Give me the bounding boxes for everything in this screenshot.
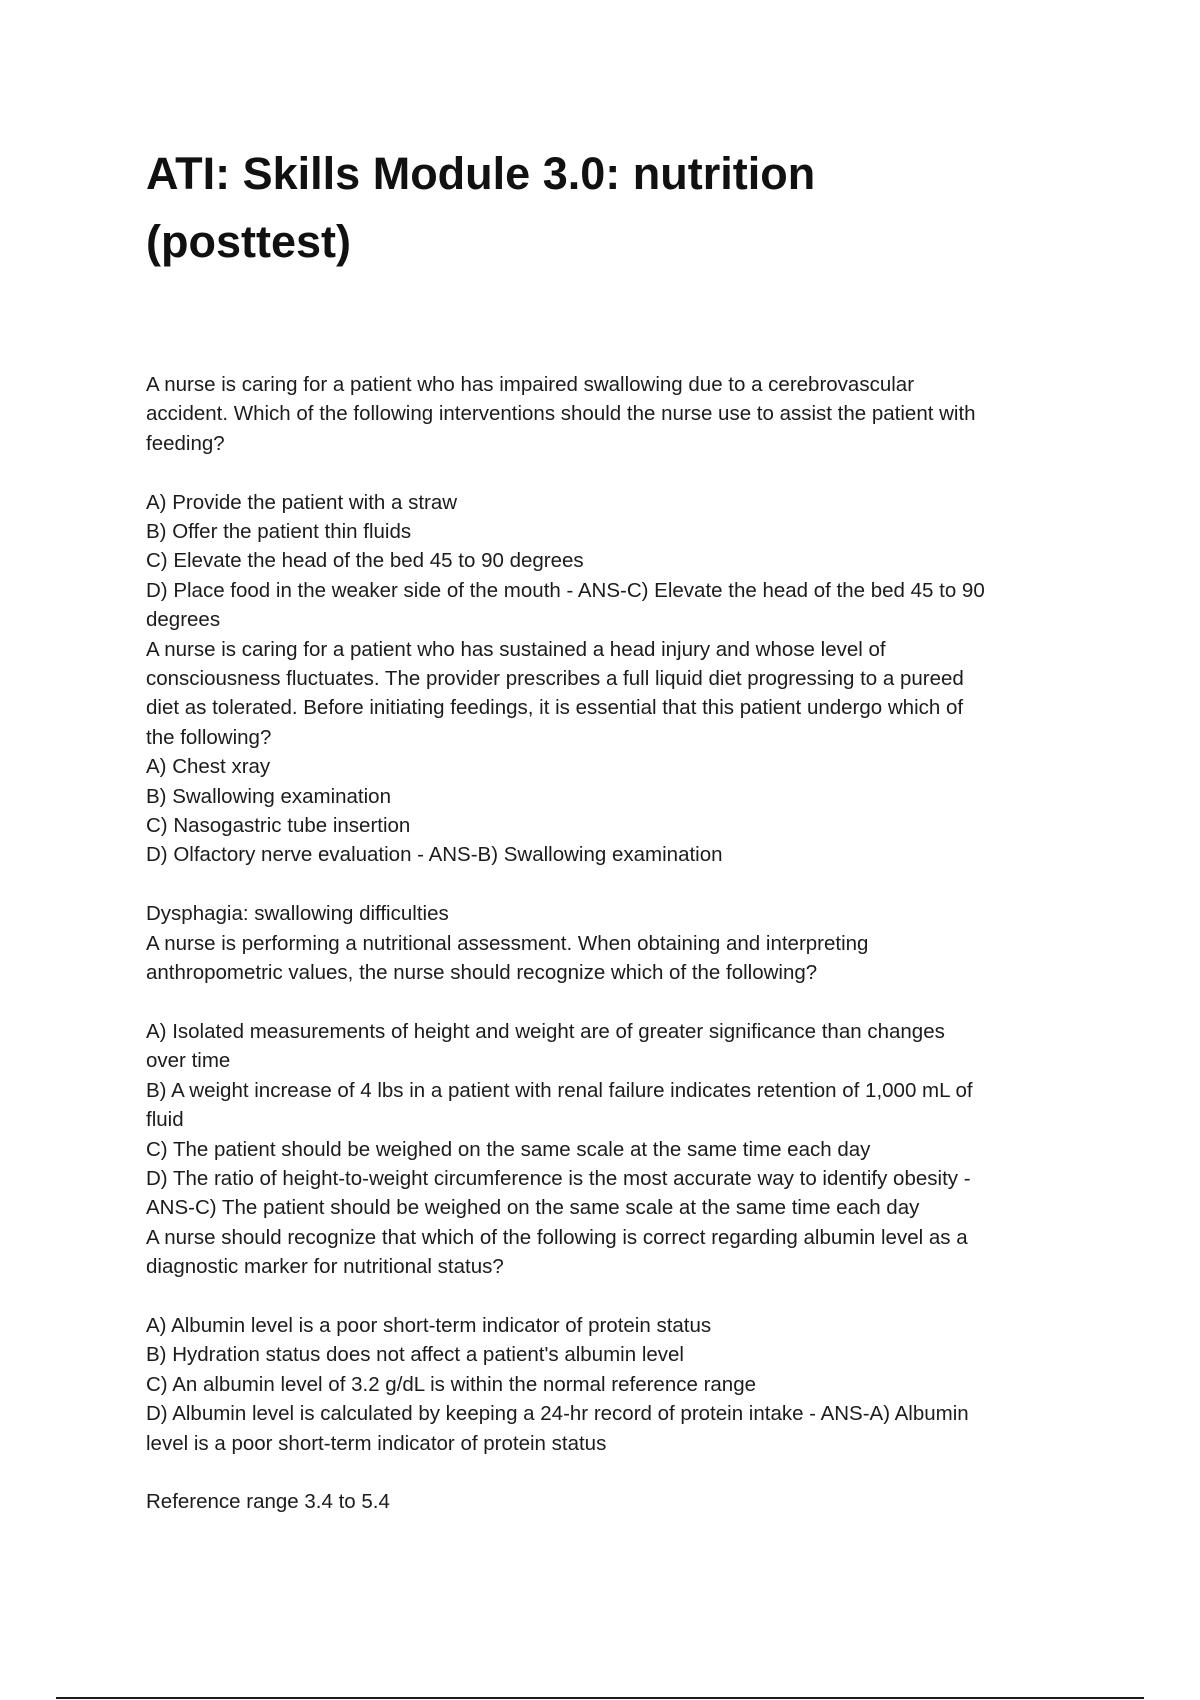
text-line: accident. Which of the following interventions should the nurse use to assist the patient with <box>146 402 976 426</box>
text-line: A nurse is performing a nutritional assessment. When obtaining and interpreting <box>146 931 869 955</box>
text-line: A) Chest xray <box>146 755 271 779</box>
text-line: A nurse should recognize that which of the following is correct regarding albumin level as a <box>146 1225 968 1249</box>
text-line: consciousness fluctuates. The provider prescribes a full liquid diet progressing to a pureed <box>146 667 964 691</box>
text-line: D) Place food in the weaker side of the mouth - ANS-C) Elevate the head of the bed 45 to 90 <box>146 578 985 602</box>
text-line: anthropometric values, the nurse should recognize which of the following? <box>146 961 818 985</box>
text-line: ANS-C) The patient should be weighed on the same scale at the same time each day <box>146 1196 920 1220</box>
document-body <box>146 370 1066 1517</box>
text-line: A) Provide the patient with a straw <box>146 490 458 514</box>
text-line: B) Swallowing examination <box>146 784 391 808</box>
text-line: degrees <box>146 608 221 632</box>
text-line: over time <box>146 1049 231 1073</box>
text-line: D) The ratio of height-to-weight circumference is the most accurate way to identify obesity - <box>146 1166 971 1190</box>
text-line: C) Nasogastric tube insertion <box>146 814 411 838</box>
text-line: B) Hydration status does not affect a patient's albumin level <box>146 1343 684 1367</box>
text-line: level is a poor short-term indicator of protein status <box>146 1431 607 1455</box>
text-line: C) The patient should be weighed on the same scale at the same time each day <box>146 1137 871 1161</box>
text-line: diagnostic marker for nutritional status? <box>146 1255 504 1279</box>
text-line: D) Albumin level is calculated by keeping a 24-hr record of protein intake - ANS-A) Albumin <box>146 1402 969 1426</box>
blank-line <box>146 988 1066 1017</box>
blank-line <box>146 1458 1066 1487</box>
text-line: C) Elevate the head of the bed 45 to 90 degrees <box>146 549 584 573</box>
text-line: A nurse is caring for a patient who has sustained a head injury and whose level of <box>146 637 886 661</box>
text-line: C) An albumin level of 3.2 g/dL is within the normal reference range <box>146 1372 757 1396</box>
blank-line <box>146 458 1066 487</box>
text-line: feeding? <box>146 431 225 455</box>
text-line: A nurse is caring for a patient who has impaired swallowing due to a cerebrovascular <box>146 373 915 396</box>
text-line: A) Albumin level is a poor short-term indicator of protein status <box>146 1313 712 1337</box>
text-line: B) Offer the patient thin fluids <box>146 520 412 544</box>
text-line: diet as tolerated. Before initiating feedings, it is essential that this patient undergo which of <box>146 696 964 720</box>
blank-line <box>146 870 1066 899</box>
text-line: Reference range 3.4 to 5.4 <box>146 1490 390 1514</box>
title-line-1: ATI: Skills Module 3.0: nutrition <box>146 148 816 199</box>
text-line: D) Olfactory nerve evaluation - ANS-B) Swallowing examination <box>146 843 723 867</box>
text-line: A) Isolated measurements of height and weight are of greater significance than changes <box>146 1019 945 1043</box>
text-line: the following? <box>146 725 272 749</box>
text-line: fluid <box>146 1108 184 1132</box>
blank-line <box>146 1282 1066 1311</box>
document-title <box>146 140 1046 276</box>
text-line: B) A weight increase of 4 lbs in a patient with renal failure indicates retention of 1,000 mL of <box>146 1078 973 1102</box>
text-line: Dysphagia: swallowing difficulties <box>146 902 449 926</box>
title-line-2: (posttest) <box>146 216 351 267</box>
page-bottom-divider <box>56 1697 1144 1699</box>
